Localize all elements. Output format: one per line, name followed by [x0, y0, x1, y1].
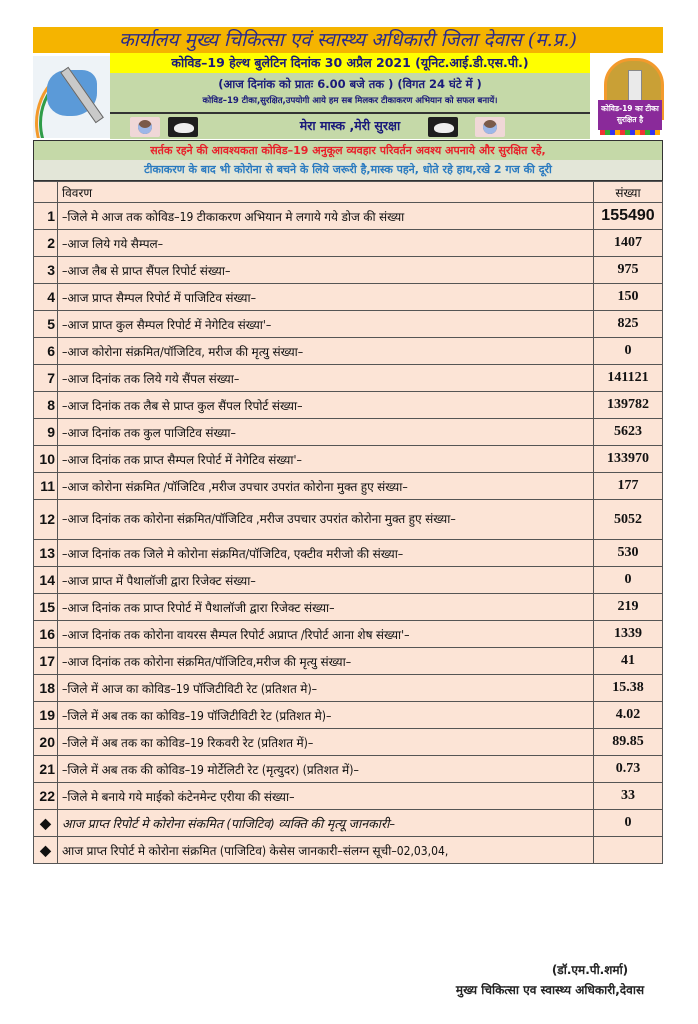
table-row — [34, 621, 663, 648]
table-row — [34, 284, 663, 311]
bullet-description: आज प्राप्त रिपोर्ट मे कोरोना संक्रमित (पाजिटिव) केसेस जानकारी–संलग्न सूची–02,03,04, — [58, 837, 594, 864]
vaccine-badge-image — [596, 56, 664, 138]
mask-slogan-row — [110, 112, 590, 139]
row-description: –आज दिनांक तक कोरोना वायरस सैम्पल रिपोर्ट अप्राप्त /रिपोर्ट आना शेष संख्या'– — [58, 621, 594, 648]
table-row — [34, 500, 663, 540]
row-value: 219 — [594, 594, 663, 621]
row-description: –आज दिनांक तक कोरोना संक्रमित/पॉजिटिव ,मरीज उपचार उपरांत कोरोना मुक्त हुए संख्या– — [58, 500, 594, 540]
row-value: 4.02 — [594, 702, 663, 729]
row-number: 19 — [34, 702, 58, 729]
table-row — [34, 540, 663, 567]
header-num-cell — [34, 182, 58, 203]
row-description: –जिले में आज का कोविड–19 पॉजिटीविटी रेट (प्रतिशत मे)– — [58, 675, 594, 702]
table-row — [34, 594, 663, 621]
row-number: 7 — [34, 365, 58, 392]
signatory-designation: मुख्य चिकित्सा एव स्वास्थ्य अधिकारी,देवास — [455, 983, 645, 997]
vaccine-badge-text: कोविड-19 का टीका सुरक्षित है — [598, 100, 662, 130]
row-description: –आज दिनांक तक जिले मे कोरोना संक्रमित/पॉजिटिव, एक्टीव मरीजो की संख्या– — [58, 540, 594, 567]
row-description: –जिले में अब तक का कोविड–19 पॉजिटीविटी रेट (प्रतिशत मे)– — [58, 702, 594, 729]
row-number: 15 — [34, 594, 58, 621]
bulletin-table — [33, 181, 663, 864]
row-number: 3 — [34, 257, 58, 284]
row-description: –आज लैब से प्राप्त सैंपल रिपोर्ट संख्या– — [58, 257, 594, 284]
row-number: 10 — [34, 446, 58, 473]
notice-line-2: टीकाकरण के बाद भी कोरोना से बचने के लिये जरूरी है,मास्क पहने, धोते रहे हाथ,रखे 2 गज की दूरी — [33, 160, 663, 181]
signatory-name: (डॉ.एम.पी.शर्मा) — [551, 963, 629, 977]
row-description: –आज दिनांक तक लिये गये सैंपल संख्या– — [58, 365, 594, 392]
row-number: 5 — [34, 311, 58, 338]
row-value: 5623 — [594, 419, 663, 446]
row-value: 1339 — [594, 621, 663, 648]
table-row — [34, 338, 663, 365]
table-row — [34, 675, 663, 702]
table-row — [34, 257, 663, 284]
row-number: 8 — [34, 392, 58, 419]
row-description: –आज दिनांक तक कुल पाजिटिव संख्या– — [58, 419, 594, 446]
row-value: 530 — [594, 540, 663, 567]
bullet-value — [594, 837, 663, 864]
row-description: –आज दिनांक तक लैब से प्राप्त कुल सैंपल रिपोर्ट संख्या– — [58, 392, 594, 419]
row-number: 22 — [34, 783, 58, 810]
mask-slogan: मेरा मास्क ,मेरी सुरक्षा — [299, 118, 401, 133]
row-description: –आज कोरोना संक्रमित/पॉजिटिव, मरीज की मृत्यु संख्या– — [58, 338, 594, 365]
bullet-value: 0 — [594, 810, 663, 837]
row-description: –आज दिनांक तक प्राप्त रिपोर्ट में पैथालॉजी द्वारा रिजेक्ट संख्या– — [58, 594, 594, 621]
row-value: 177 — [594, 473, 663, 500]
row-number: 12 — [34, 500, 58, 540]
office-title: कार्यालय मुख्य चिकित्सा एवं स्वास्थ्य अधिकारी जिला देवास (म.प्र.) — [33, 27, 663, 53]
row-description: –जिले में अब तक का कोविड–19 रिकवरी रेट (प्रतिशत में)– — [58, 729, 594, 756]
header-value: संख्या — [594, 182, 663, 203]
table-row — [34, 230, 663, 257]
vaccine-syringe-image — [33, 56, 111, 138]
row-number: 17 — [34, 648, 58, 675]
row-description: –आज कोरोना संक्रमित /पॉजिटिव ,मरीज उपचार उपरांत कोरोना मुक्त हुए संख्या– — [58, 473, 594, 500]
table-row — [34, 783, 663, 810]
table-row — [34, 473, 663, 500]
row-description: –जिले में अब तक की कोविड–19 मोर्टेलिटी रेट (मृत्युदर) (प्रतिशत में)– — [58, 756, 594, 783]
row-number: 11 — [34, 473, 58, 500]
row-value: 0 — [594, 338, 663, 365]
row-value: 41 — [594, 648, 663, 675]
face-mask-icon — [428, 117, 458, 137]
row-number: 21 — [34, 756, 58, 783]
row-number: 14 — [34, 567, 58, 594]
row-description: –आज प्राप्त सैम्पल रिपोर्ट में पाजिटिव संख्या– — [58, 284, 594, 311]
bullet-description: आज प्राप्त रिपोर्ट मे कोरोना संकमित (पाजिटिव) व्यक्ति की मृत्यू जानकारी– — [58, 810, 594, 837]
table-row — [34, 648, 663, 675]
bulletin-title: कोविड–19 हेल्थ बुलेटिन दिनांक 30 अप्रैल 2021 (यूनिट.आई.डी.एस.पी.) — [110, 53, 590, 73]
row-number: 16 — [34, 621, 58, 648]
masked-woman-icon — [475, 117, 505, 137]
row-value: 15.38 — [594, 675, 663, 702]
notice-line-1: सर्तक रहने की आवश्यकता कोविड–19 अनुकूल व्यवहार परिवर्तन अवश्य अपनाये और सुरक्षित रहे, — [33, 140, 663, 161]
row-value: 5052 — [594, 500, 663, 540]
row-description: –आज प्राप्त कुल सैम्पल रिपोर्ट में नेगेटिव संख्या'– — [58, 311, 594, 338]
header-desc: विवरण — [58, 182, 594, 203]
row-value: 89.85 — [594, 729, 663, 756]
table-row — [34, 702, 663, 729]
row-value: 155490 — [594, 203, 663, 230]
row-value: 0.73 — [594, 756, 663, 783]
row-description: –जिले मे आज तक कोविड–19 टीकाकरण अभियान मे लगाये गये डोज की संख्या — [58, 203, 594, 230]
info-block — [110, 73, 590, 113]
row-number: 1 — [34, 203, 58, 230]
row-number: 13 — [34, 540, 58, 567]
row-description: –आज दिनांक तक प्राप्त सैम्पल रिपोर्ट में नेगेटिव संख्या'– — [58, 446, 594, 473]
row-number: 2 — [34, 230, 58, 257]
row-description: –आज प्राप्त में पैथालॉजी द्वारा रिजेक्ट संख्या– — [58, 567, 594, 594]
row-value: 825 — [594, 311, 663, 338]
row-number: 4 — [34, 284, 58, 311]
row-number: 9 — [34, 419, 58, 446]
row-value: 139782 — [594, 392, 663, 419]
row-number: 20 — [34, 729, 58, 756]
row-value: 975 — [594, 257, 663, 284]
bullet-row — [34, 810, 663, 837]
row-value: 133970 — [594, 446, 663, 473]
vaccine-slogan: कोविड–19 टीका,सुरक्षित,उपयोगी आये हम सब मिलकर टीकाकरण अभियान को सफल बनायें। — [202, 96, 498, 106]
row-description: –आज लिये गये सैम्पल– — [58, 230, 594, 257]
bullet-row — [34, 837, 663, 864]
table-row — [34, 567, 663, 594]
table-row — [34, 756, 663, 783]
row-number: 6 — [34, 338, 58, 365]
row-value: 33 — [594, 783, 663, 810]
table-row — [34, 446, 663, 473]
row-description: –आज दिनांक तक कोरोना संक्रमित/पॉजिटिव,मरीज की मृत्यु संख्या– — [58, 648, 594, 675]
time-note: (आज दिनांक को प्रातः 6.00 बजे तक ) (विगत 24 घंटे में ) — [218, 77, 482, 91]
signature-block — [420, 960, 680, 1000]
table-row — [34, 311, 663, 338]
table-row — [34, 392, 663, 419]
table-header-row — [34, 182, 663, 203]
row-value: 141121 — [594, 365, 663, 392]
diamond-bullet-icon: ◆ — [34, 837, 58, 864]
table-row — [34, 203, 663, 230]
row-value: 150 — [594, 284, 663, 311]
table-row — [34, 365, 663, 392]
row-description: –जिले मे बनाये गये माईको कंटेनमेन्ट एरीया की संख्या– — [58, 783, 594, 810]
row-value: 0 — [594, 567, 663, 594]
table-row — [34, 419, 663, 446]
table-row — [34, 729, 663, 756]
row-number: 18 — [34, 675, 58, 702]
row-value: 1407 — [594, 230, 663, 257]
diamond-bullet-icon: ◆ — [34, 810, 58, 837]
